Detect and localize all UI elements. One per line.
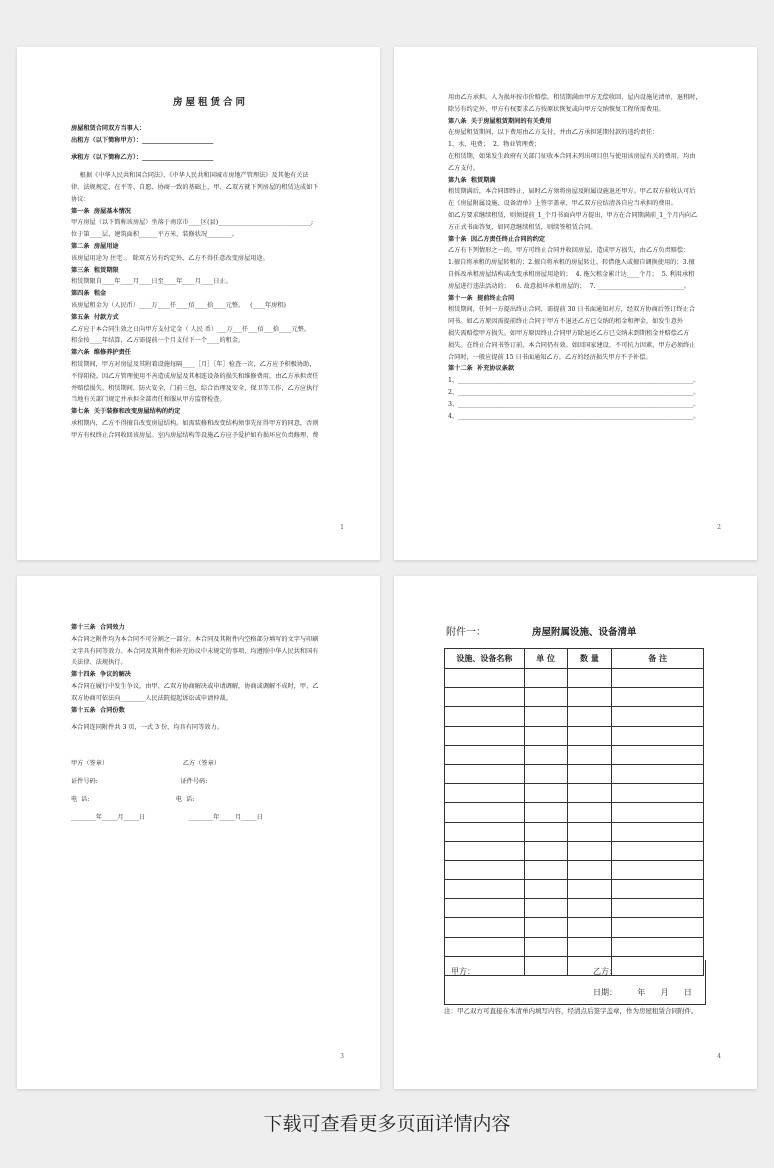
clause-heading: 第一条 房屋基本情况 <box>71 207 131 215</box>
clause-text: 律、法规规定，在平等、自愿、协商一致的基础上，甲、乙双方就下列房屋的租赁达成如下 <box>71 183 319 191</box>
table-cell <box>567 745 612 764</box>
attachment-note: 注：甲乙双方可直接在本清单内填写内容，经清点后签字盖章，作为房屋租赁合同附件。 <box>444 1007 698 1015</box>
clause-heading: 第九条 租赁期满 <box>448 176 496 184</box>
clause-text: 乙方支付。 <box>448 164 479 172</box>
attachment-title: 房屋附属设施、设备清单 <box>532 627 637 638</box>
clause-text: 该房屋用途为 住宅 。 除双方另有约定外，乙方不得任意改变房屋用途。 <box>71 254 269 262</box>
clause-text: 合同时，一般应提前 15 日书面通知乙方。乙方的经济损失甲方不予补偿。 <box>448 353 652 361</box>
clause-heading: 第十四条 争议的解决 <box>71 671 131 679</box>
clause-text: 乙方应于本合同生效之日向甲方支付定金（ 人民 币）___万___仟___佰___拾____元整。 <box>71 325 311 333</box>
clause-text: 不得阻挠。因乙方管理使用不善造成房屋及其相连设备的损失和维修费用，由乙方承担责任 <box>71 372 319 380</box>
clause-heading: 第十条 因乙方责任终止合同的约定 <box>448 235 546 243</box>
page-2-content <box>448 92 727 422</box>
table-cell <box>567 803 612 822</box>
clause-text: 乙方有下列情形之一的，甲方可终止合同并收回房屋，造成甲方损失，由乙方负责赔偿： <box>448 247 690 255</box>
table-cell <box>567 937 612 956</box>
clause-heading: 第十一条 提前终止合同 <box>448 294 515 302</box>
table-cell <box>445 841 525 860</box>
clause-text: 甲方（签章） 乙方（签章） <box>71 760 220 768</box>
clause-text: 在《房屋附属设施、设备清单》上签字盖章，甲乙双方应结清各自应当承担的费用。 <box>448 200 677 208</box>
clause-text: 同书。如乙方原因需提前终止合同于甲方不退还乙方已交纳的租金和押金，如发生意外 <box>448 318 684 326</box>
table-cell <box>445 822 525 841</box>
table-cell <box>567 860 612 879</box>
table-cell <box>612 860 704 879</box>
page-number: 3 <box>340 1053 344 1060</box>
table-cell <box>445 918 525 937</box>
date-label: 日期： 年 月 日 <box>593 988 692 997</box>
contract-title: 房屋租赁合同 <box>172 97 248 108</box>
table-row <box>445 899 704 918</box>
table-cell <box>612 918 704 937</box>
table-row <box>445 688 704 707</box>
table-cell <box>612 764 704 783</box>
page-number: 2 <box>717 524 721 531</box>
clause-text: 1、____________________________________________________________________________。 <box>448 377 700 385</box>
table-cell <box>524 860 567 879</box>
table-cell <box>445 860 525 879</box>
table-cell <box>612 822 704 841</box>
clause-text: 租赁期间，甲方对房屋及其附着设施每隔____［月］［年］检查一次，乙方应予积极协助， <box>71 360 316 368</box>
table-cell <box>567 784 612 803</box>
table-row <box>445 764 704 783</box>
clause-text: 如乙方要求继续租赁，则须提前_1_个月书面向甲方提出，甲方在合同期满前_1_个月内向乙 <box>448 211 698 219</box>
clause-heading: 第二条 房屋用途 <box>71 242 119 250</box>
table-cell <box>612 688 704 707</box>
table-cell <box>612 841 704 860</box>
table-cell <box>612 880 704 899</box>
contract-page-3 <box>17 576 380 1089</box>
attachment-label: 附件一： <box>446 627 486 638</box>
table-row <box>445 803 704 822</box>
table-cell <box>524 841 567 860</box>
table-cell <box>567 899 612 918</box>
clause-text: 本合同在履行中发生争议，由甲、乙双方协商解决或申请调解，协商或调解不成时，甲、乙 <box>71 682 319 690</box>
clause-text: 2、____________________________________________________________________________。 <box>448 388 700 396</box>
table-cell <box>524 880 567 899</box>
column-header: 数 量 <box>567 649 612 669</box>
table-cell <box>445 764 525 783</box>
clause-text: 甲方有权终止合同收回该房屋。室内房屋结构等设施乙方应予爱护如有损坏应负责修理，费 <box>71 431 319 439</box>
clause-text: 根据《中华人民共和国合同法》、《中华人民共和国城市房地产管理法》及其他有关法 <box>79 172 309 180</box>
clause-heading: 第十二条 补充协议条款 <box>448 365 515 373</box>
download-hint: 下载可查看更多页面详情内容 <box>263 1113 511 1135</box>
clause-text: 关法律、法规执行。 <box>71 659 127 667</box>
page-number: 1 <box>340 524 344 531</box>
clause-text: 证件号码: 证件号码: <box>71 777 208 785</box>
table-cell <box>567 707 612 726</box>
table-cell <box>567 822 612 841</box>
table-cell <box>445 784 525 803</box>
table-row <box>445 918 704 937</box>
table-cell <box>524 688 567 707</box>
column-header: 备 注 <box>612 649 704 669</box>
table-row <box>445 784 704 803</box>
clause-text: 租金按____年结算，乙方需提前一个月支付下一个____的租金。 <box>71 337 245 345</box>
table-cell <box>612 803 704 822</box>
table-row <box>445 726 704 745</box>
clause-text: 当地有关部门规定并承担全部责任和服从甲方监督检查。 <box>71 396 226 404</box>
clause-text: 损失需赔偿甲方损失。如甲方原因终止合同甲方除退还乙方已交纳未到期租金并赔偿乙方 <box>448 329 690 337</box>
table-cell <box>524 899 567 918</box>
table-cell <box>524 784 567 803</box>
table-cell <box>524 669 567 688</box>
page-1-content <box>71 97 350 442</box>
table-cell <box>612 784 704 803</box>
table-cell <box>445 726 525 745</box>
table-cell <box>612 899 704 918</box>
table-cell <box>524 803 567 822</box>
table-row <box>445 841 704 860</box>
clause-text: 承租期内，乙方不得擅自改变房屋结构。如需装修和改变结构须事先征得甲方的同意，否则 <box>71 419 319 427</box>
party-b-label: 乙方： <box>593 967 617 976</box>
table-cell <box>524 937 567 956</box>
clause-text: ________年_____月_____日 ________年_____月_____日 <box>71 813 263 821</box>
clause-text: 3、____________________________________________________________________________。 <box>448 400 700 408</box>
table-cell <box>612 669 704 688</box>
table-cell <box>524 918 567 937</box>
table-row <box>445 745 704 764</box>
table-cell <box>524 707 567 726</box>
contract-page-1 <box>17 47 380 560</box>
table-cell <box>567 764 612 783</box>
table-cell <box>567 669 612 688</box>
clause-text: 租赁期限自____年____月____日至____年____月____日止。 <box>71 278 232 286</box>
clause-text: 租赁期满后，本合同即终止，届时乙方须将房屋及附属设施退还甲方。甲乙双方验收认可后 <box>448 188 696 196</box>
clause-text: 在租赁期，如果发生政府有关部门征收本合同未列出项目但与使用该房屋有关的费用，均由 <box>448 152 696 160</box>
clause-heading: 承租方（以下简称乙方）：_______________________ <box>71 154 214 162</box>
table-cell <box>524 745 567 764</box>
clause-text: 电 话: 电 话: <box>71 795 195 803</box>
clause-heading: 第八条 关于房屋租赁期间的有关费用 <box>448 117 552 125</box>
table-cell <box>524 726 567 745</box>
party-a-label: 甲方： <box>451 967 475 976</box>
clause-text: 本合同连同附件共 3 页，一式 3 份，均具有同等效力。 <box>71 724 223 732</box>
clause-heading: 第六条 维修养护责任 <box>71 349 131 357</box>
table-row <box>445 822 704 841</box>
table-cell <box>612 937 704 956</box>
clause-heading: 第四条 租金 <box>71 290 107 298</box>
clause-text: 在房屋租赁期间，以下费用由乙方支付，并由乙方承担延期付款的违约责任： <box>448 129 659 137</box>
attachment-page <box>394 576 757 1089</box>
table-cell <box>445 688 525 707</box>
table-row <box>445 860 704 879</box>
clause-text: 协议： <box>71 195 90 203</box>
clause-text: 用由乙方承担。人为损坏按市价赔偿。租赁期满由甲方无偿收回，屋内设施见清单，退租时， <box>448 94 702 101</box>
table-cell <box>567 726 612 745</box>
table-row <box>445 880 704 899</box>
clause-text: 1、水、电费； 2、物业管理费； <box>448 141 541 149</box>
clause-heading: 第七条 关于装修和改变房屋结构的约定 <box>71 408 181 416</box>
clause-heading: 第十三条 合同效力 <box>71 624 125 631</box>
clause-text: 甲方房屋（以下简称该房屋）坐落于南京市____区(县)______________________________; <box>71 219 314 227</box>
clause-heading: 第十五条 合同份数 <box>71 706 125 714</box>
table-cell <box>445 707 525 726</box>
table-cell <box>612 745 704 764</box>
table-cell <box>445 880 525 899</box>
clause-heading: 出租方（以下简称甲方）：_______________________ <box>71 136 214 144</box>
table-cell <box>524 764 567 783</box>
column-header: 设施、设备名称 <box>445 649 525 669</box>
clause-text: 损失。在终止合同书签订前，本合同仍有效。如因国家建设、不可抗力因素，甲方必须终止 <box>448 341 696 349</box>
clause-text: 除另有约定外，甲方有权要求乙方按原状恢复或向甲方交纳恢复工程所需费用。 <box>448 105 665 113</box>
table-cell <box>612 707 704 726</box>
clause-text: 租赁期间，任何一方提出终止合同，需提前 30 日书面通知对方，经双方协商后签订终止合 <box>448 306 695 314</box>
clause-text: 并赔偿损失。租赁期间，防火安全，门前三包，综合治理及安全、保卫等工作，乙方应执行 <box>71 384 319 392</box>
clause-text: 位于第____层，建筑面积______平方米，装修状况________。 <box>71 231 239 239</box>
clause-text: 4、____________________________________________________________________________。 <box>448 412 700 420</box>
table-cell <box>445 937 525 956</box>
table-cell <box>445 899 525 918</box>
table-cell <box>445 803 525 822</box>
table-cell <box>445 745 525 764</box>
table-cell <box>567 841 612 860</box>
clause-heading: 第三条 租赁期限 <box>71 266 119 274</box>
table-cell <box>524 822 567 841</box>
table-cell <box>567 688 612 707</box>
table-cell <box>445 669 525 688</box>
page-3-content <box>71 622 350 823</box>
contract-page-2 <box>394 47 757 560</box>
table-row <box>445 937 704 956</box>
clause-heading: 房屋租赁合同双方当事人： <box>71 124 146 132</box>
column-header: 单 位 <box>524 649 567 669</box>
table-row <box>445 669 704 688</box>
clause-text: 文字具有同等效力。本合同及其附件和补充协议中未规定的事项，均遵照中华人民共和国有 <box>71 647 319 655</box>
clause-text: 方正式书面答复，如同意继续租赁，则续签租赁合同。 <box>448 223 597 231</box>
clause-text: 双方协商可依法向________人民法院提起诉讼或申请仲裁。 <box>71 694 232 702</box>
table-row <box>445 707 704 726</box>
table-cell <box>567 918 612 937</box>
clause-text: 该房屋租金为（人民币）____万____仟____佰____拾____元整。 (____年房租) <box>71 301 286 309</box>
clause-text: 房屋进行违法活动的； 6. 故意损坏承租房屋的； 7. ____________________________。 <box>448 282 691 290</box>
signature-area <box>444 960 706 1005</box>
facilities-table <box>444 648 704 976</box>
page-number: 4 <box>717 1053 721 1060</box>
table-cell <box>567 880 612 899</box>
clause-text: 自拆改承租房屋结构或改变承租房屋用途的； 4. 拖欠租金累计达____个月； 5. 利用承租 <box>448 270 695 278</box>
clause-text: 1.擅自将承租的房屋转租的；2.擅自将承租的房屋转让、转借他人或擅自调换使用的；3.擅 <box>448 259 695 267</box>
clause-heading: 第五条 付款方式 <box>71 313 119 321</box>
table-cell <box>612 726 704 745</box>
clause-text: 本合同之附件均为本合同不可分割之一部分。本合同及其附件内空格部分填写的文字与印刷 <box>71 635 319 643</box>
